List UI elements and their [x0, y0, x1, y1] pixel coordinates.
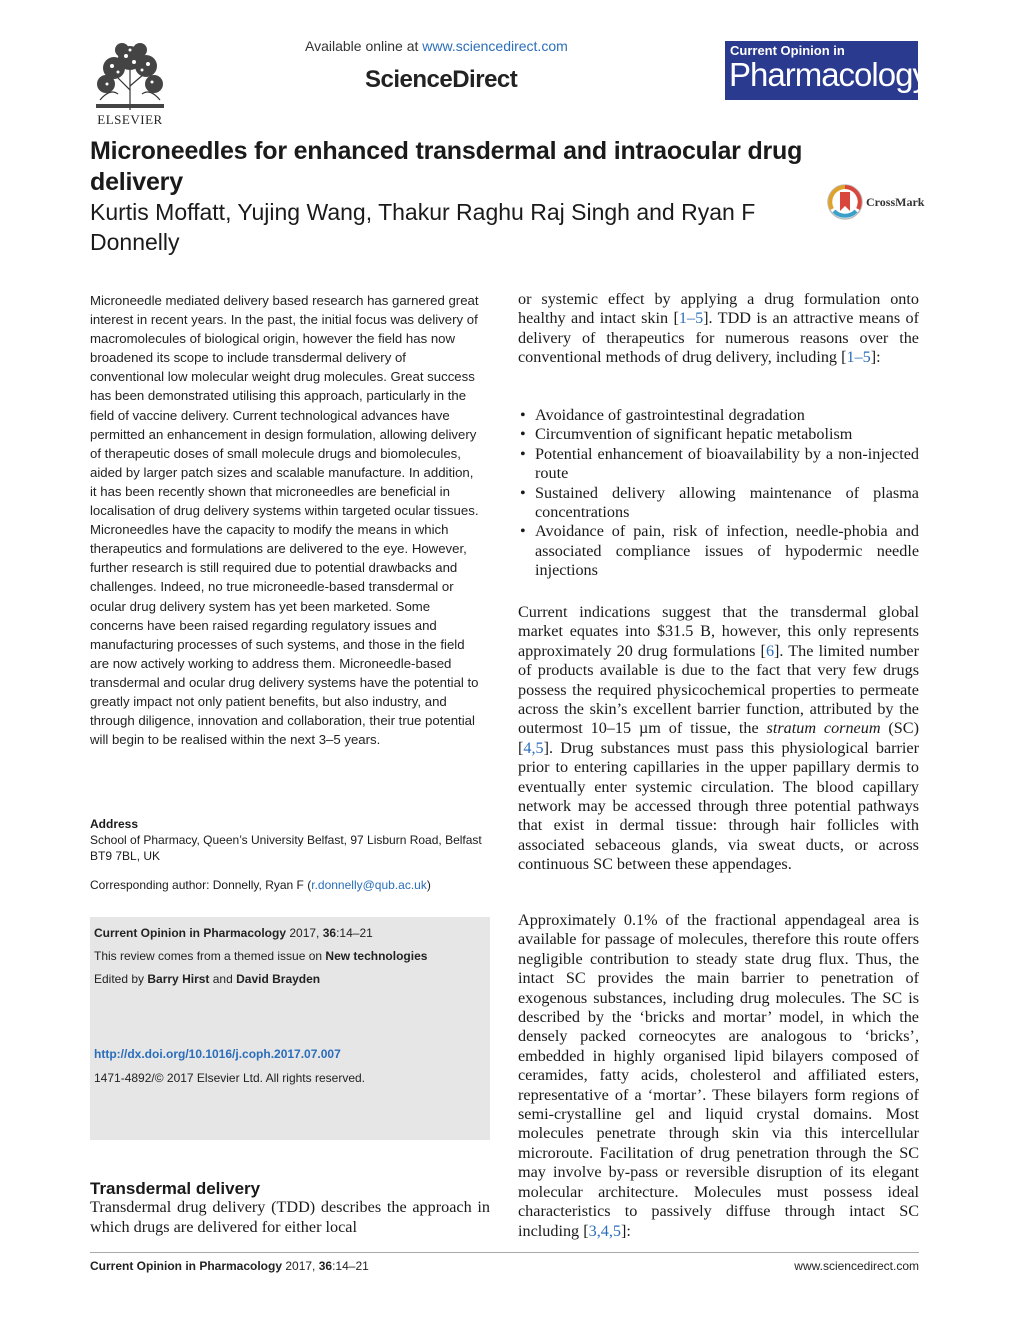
infobox-year: 2017,	[286, 926, 323, 940]
crossmark-icon	[826, 183, 864, 221]
crossmark-badge[interactable]	[826, 183, 926, 223]
journal-banner	[725, 41, 928, 100]
infobox-editors	[94, 972, 320, 986]
address-heading: Address	[90, 817, 139, 831]
advantages-list	[518, 406, 919, 581]
available-prefix: Available online at	[305, 38, 419, 54]
infobox-volume: 36	[322, 926, 337, 940]
ref-link[interactable]: 4,5	[523, 738, 544, 757]
p3-text-b: ]:	[620, 1221, 631, 1240]
p2-text-c: (SC) [	[518, 719, 919, 757]
footer-divider	[90, 1252, 919, 1253]
abstract: Microneedle mediated delivery based research has garnered great interest in recent years. In the past, the initial focus was delivery of macromolecules of biological origin, however the field has now broadened its scope to include transdermal delivery of conventional low molecular weight drug molecules. Great success has been demonstrated utilising this approach, particularly in the field of vaccine delivery. Current technological advances have permitted an enhancement in design formulation, allowing delivery of therapeutic doses of small molecule drugs and biomolecules, aided by larger patch sizes and scalable manufacture. In addition, it has been recently shown that microneedles are beneficial in localisation of drug delivery systems within targeted ocular tissues. Microneedles have the capacity to modify the means in which therapeutics and formulations are delivered to the eye. However, further research is still required due to potential drawbacks and challenges. Indeed, no true microneedle-based transdermal or ocular drug delivery system has yet been marketed. Some concerns have been raised regarding regulatory issues and manufacturing processes of such systems, and those in the field are now actively working to address them. Microneedle-based transdermal and ocular drug delivery systems have the potential to greatly impact not only patient benefits, but also industry, and through diligence, innovation and collaboration, their true potential will begin to be realised within the next 3–5 years.	[90, 293, 479, 748]
section-paragraph: Transdermal drug delivery (TDD) describes the approach in which drugs are delivered for either local	[90, 1198, 490, 1236]
list-item: • Potential enhancement of bioavailability by a non-injected route	[518, 445, 919, 484]
available-online	[305, 38, 568, 54]
ref-link[interactable]: 1–5	[678, 309, 704, 328]
ref-link[interactable]: 6	[765, 641, 775, 660]
p1-text-c: ]:	[870, 348, 881, 367]
right-paragraph-1	[518, 290, 919, 368]
infobox-editor-1: Barry Hirst	[147, 972, 210, 986]
footer-year: 2017,	[282, 1259, 319, 1273]
p1-text-b: ]. TDD is an attractive means of delivery of therapeutics for numerous reasons over the conventional methods of drug delivery, including [	[518, 309, 919, 367]
right-paragraph-3	[518, 911, 919, 1241]
p2-italic-term: stratum corneum	[766, 719, 881, 738]
p1-text-a: or systemic effect by applying a drug formulation onto healthy and intact skin [	[518, 290, 919, 328]
footer-url[interactable]: www.sciencedirect.com	[794, 1259, 919, 1273]
right-paragraph-2	[518, 603, 919, 875]
infobox-theme	[94, 949, 427, 963]
sciencedirect-brand: ScienceDirect	[365, 66, 518, 93]
corresponding-prefix: Corresponding author: Donnelly, Ryan F (	[90, 878, 312, 892]
p2-text-a: Current indications suggest that the transdermal global market equates into $31.5 B, however, this only represents approximately 20 drug formulations [	[518, 603, 919, 660]
publisher-name: ELSEVIER	[97, 112, 163, 127]
ref-link[interactable]: 3,4,5	[588, 1221, 621, 1240]
article-authors: Kurtis Moffatt, Yujing Wang, Thakur Raghu Raj Singh and Ryan F Donnelly	[90, 199, 756, 255]
infobox-editor-2: David Brayden	[236, 972, 321, 986]
sciencedirect-link[interactable]: www.sciencedirect.com	[422, 38, 568, 54]
infobox-journal: Current Opinion in Pharmacology	[94, 926, 287, 940]
infobox-citation	[94, 926, 373, 940]
footer-journal: Current Opinion in Pharmacology	[90, 1259, 283, 1273]
article-title: Microneedles for enhanced transdermal and intraocular drug delivery	[90, 137, 803, 196]
section-heading: Transdermal delivery	[90, 1179, 261, 1198]
footer-citation	[90, 1259, 369, 1273]
list-item: • Avoidance of pain, risk of infection, needle-phobia and associated compliance issues of hypodermic needle injections	[518, 522, 919, 580]
p2-text-b: ]. The limited number of products available is due to the fact that very few drugs possess the required physicochemical properties to permeate across the skin’s excellent barrier function, attributed by the outermost 10–15 µm of tissue, the	[518, 641, 919, 738]
infobox-pages: :14–21	[336, 926, 373, 940]
infobox-theme-name: New technologies	[325, 949, 428, 963]
doi-link[interactable]: http://dx.doi.org/10.1016/j.coph.2017.07.007	[94, 1047, 341, 1061]
footer-pages: :14–21	[332, 1259, 369, 1273]
corresponding-author	[90, 878, 485, 892]
list-item: • Circumvention of significant hepatic metabolism	[518, 425, 919, 444]
infobox-edited-prefix: Edited by	[94, 972, 148, 986]
ref-link[interactable]: 1–5	[846, 348, 871, 367]
p2-text-d: ]. Drug substances must pass this physiological barrier prior to entering capillaries in the upper papillary dermis to eventually enter systemic circulation. The blood capillary network may be accessed through three potential pathways that exist in dermal tissue: through hair follicles with associated sebaceous glands, via sweat ducts, or across continuous SC between these appendages.	[518, 738, 919, 874]
infobox-editor-and: and	[209, 972, 237, 986]
infobox-copyright: 1471-4892/© 2017 Elsevier Ltd. All rights reserved.	[94, 1071, 365, 1085]
footer-volume: 36	[318, 1259, 333, 1273]
journal-banner-main: Pharmacology	[729, 56, 928, 93]
list-item: • Avoidance of gastrointestinal degradation	[518, 406, 919, 425]
infobox-doi-line	[94, 1047, 341, 1061]
p3-text-a: Approximately 0.1% of the fractional appendageal area is available for passage of molecules, therefore this route offers negligible contribution to steady state drug flux. Thus, the intact SC provides the main barrier to penetration of exogenous substances, including drug molecules. The SC is described by the ‘bricks and mortar’ model, in which the densely packed corneocytes are analogous to ‘bricks’, embedded in highly organised lipid bilayers composed of ceramides, fatty acids, cholesterol and affiliated esters, representative of a ‘mortar’. These bilayers form regions of semi-crystalline gel and liquid crystal domains. Most molecules penetrate through skin via this intercellular microroute. Facilitation of drug penetration through the SC may involve by-pass or reversible disruption of its elegant molecular architecture. Molecules must possess ideal characteristics to passively diffuse through intact SC including [	[518, 911, 919, 1240]
article-info-box	[90, 917, 490, 1140]
list-item: • Sustained delivery allowing maintenance of plasma concentrations	[518, 484, 919, 523]
corresponding-suffix: )	[426, 878, 431, 892]
journal-banner-top: Current Opinion in	[730, 43, 845, 58]
crossmark-label: CrossMark	[866, 195, 925, 209]
author-email-link[interactable]: r.donnelly@qub.ac.uk	[311, 878, 427, 892]
address-text: School of Pharmacy, Queen’s University Belfast, 97 Lisburn Road, Belfast BT9 7BL, UK	[90, 833, 482, 863]
infobox-theme-prefix: This review comes from a themed issue on	[94, 949, 326, 963]
